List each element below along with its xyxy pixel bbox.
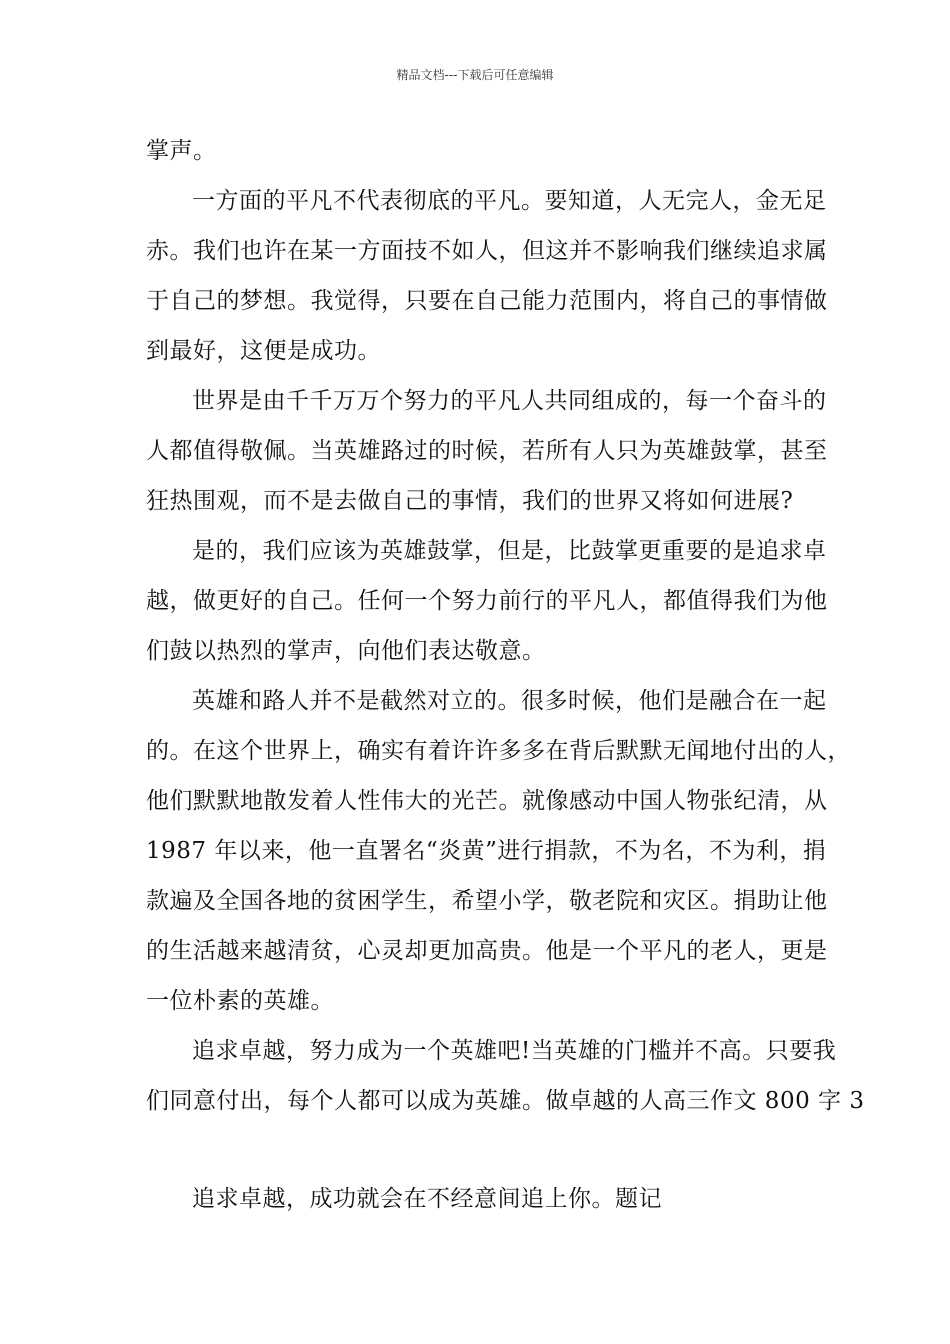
text-line: 狂热围观，而不是去做自己的事情，我们的世界又将如何进展? [146, 488, 794, 514]
text-line: 追求卓越，努力成为一个英雄吧!当英雄的门槛并不高。只要我 [192, 1038, 837, 1064]
text-line: 世界是由千千万万个努力的平凡人共同组成的，每一个奋斗的 [192, 388, 827, 414]
text-line: 的。在这个世界上，确实有着许许多多在背后默默无闻地付出的人， [146, 738, 851, 764]
text-line: 他们默默地散发着人性伟大的光芒。就像感动中国人物张纪清，从 [146, 788, 828, 814]
text-line: 英雄和路人并不是截然对立的。很多时候，他们是融合在一起 [192, 688, 827, 714]
text-line: 人都值得敬佩。当英雄路过的时候，若所有人只为英雄鼓掌，甚至 [146, 438, 828, 464]
text-line: 们鼓以热烈的掌声，向他们表达敬意。 [146, 638, 546, 664]
text-line: 们同意付出，每个人都可以成为英雄。做卓越的人高三作文 800 字 3 [146, 1088, 865, 1114]
text-line: 追求卓越，成功就会在不经意间追上你。题记 [192, 1186, 662, 1212]
text-line: 赤。我们也许在某一方面技不如人，但这并不影响我们继续追求属 [146, 238, 828, 264]
text-line: 于自己的梦想。我觉得，只要在自己能力范围内，将自己的事情做 [146, 288, 828, 314]
text-line: 是的，我们应该为英雄鼓掌，但是，比鼓掌更重要的是追求卓 [192, 538, 827, 564]
text-line: 1987 年以来，他一直署名“炎黄”进行捐款，不为名，不为利，捐 [146, 838, 827, 864]
text-line: 的生活越来越清贫，心灵却更加高贵。他是一个平凡的老人，更是 [146, 938, 828, 964]
text-line: 一方面的平凡不代表彻底的平凡。要知道，人无完人，金无足 [192, 188, 827, 214]
text-line: 到最好，这便是成功。 [146, 338, 381, 364]
text-line: 越，做更好的自己。任何一个努力前行的平凡人，都值得我们为他 [146, 588, 828, 614]
text-line: 一位朴素的英雄。 [146, 988, 334, 1014]
text-line: 款遍及全国各地的贫困学生，希望小学，敬老院和灾区。捐助让他 [146, 888, 828, 914]
page-header: 精品文档---下载后可任意编辑 [396, 68, 554, 82]
text-line: 掌声。 [146, 138, 217, 164]
